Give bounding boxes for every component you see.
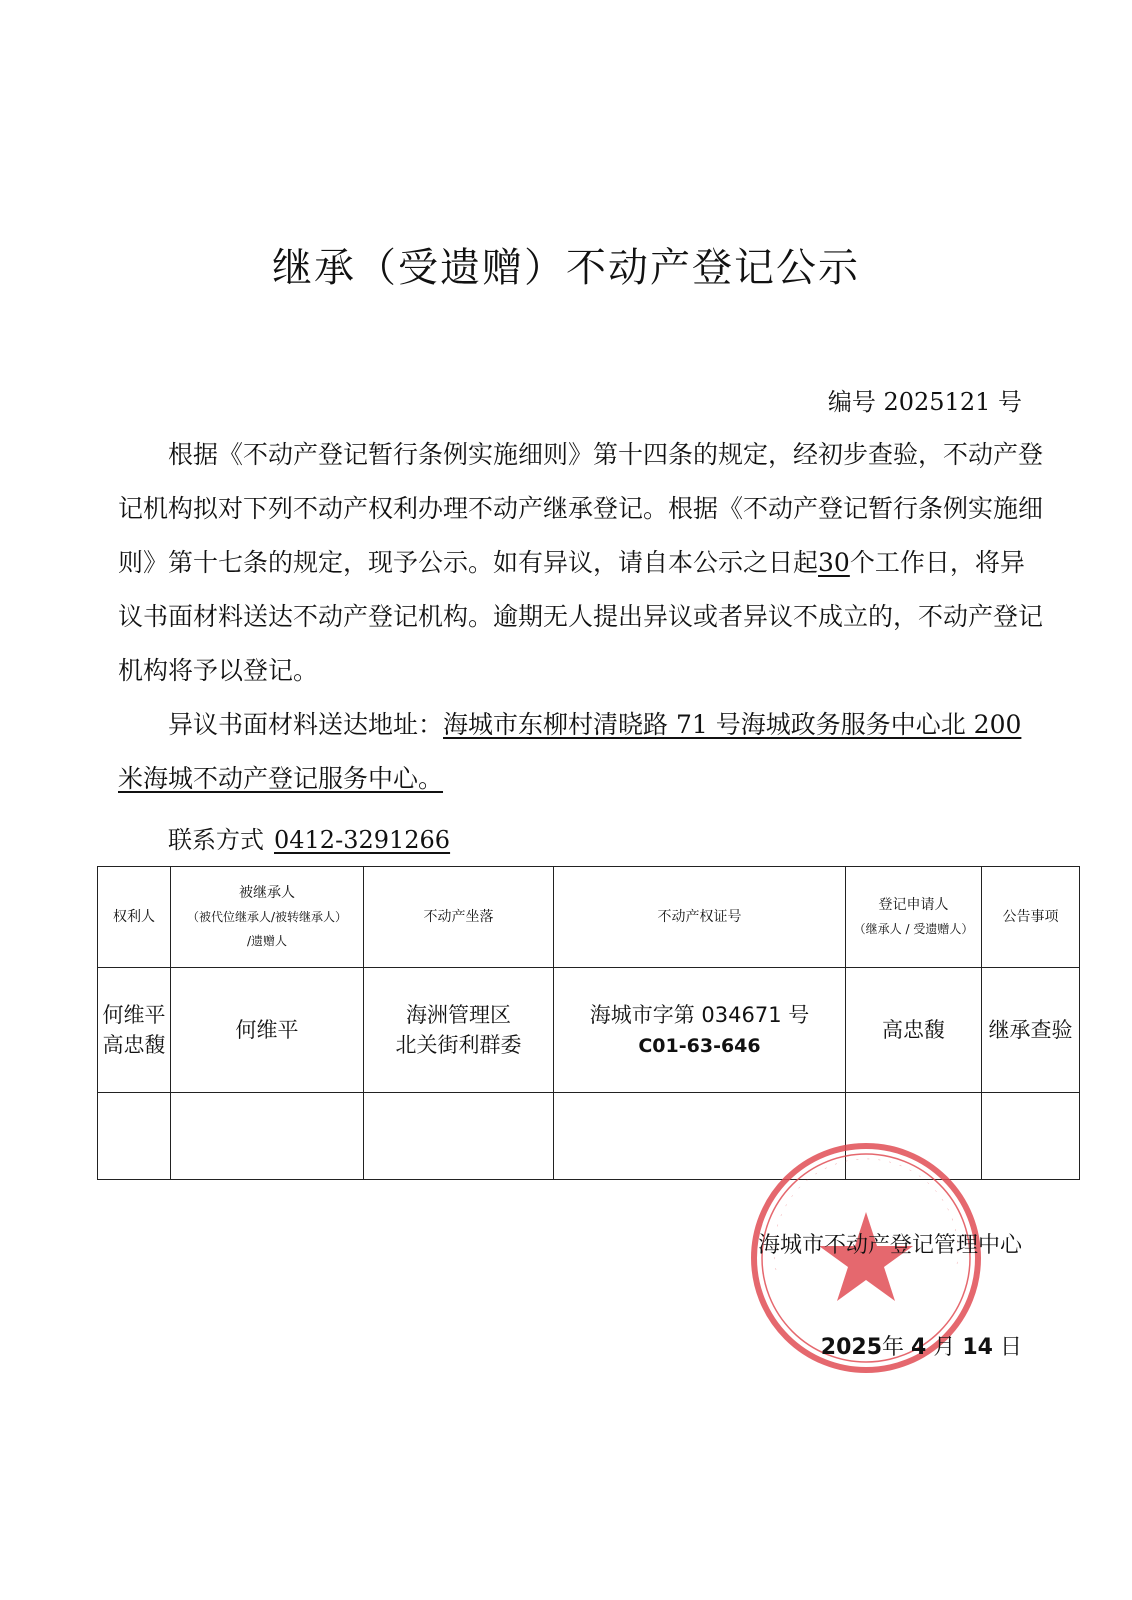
registration-table [97, 866, 1080, 1180]
address-value: 海城市东柳村清晓路 71 号海城政务服务中心北 200 米海城不动产登记服务中心。 [118, 710, 1022, 793]
document-number: 编号 2025121 号 [827, 388, 1022, 416]
address-label: 异议书面材料送达地址： [168, 710, 444, 739]
header-decedent-main: 被继承人 [239, 885, 295, 901]
rights-holder-1: 何维平 [102, 1003, 166, 1027]
date-month-unit: 月 [933, 1335, 956, 1360]
page-title: 继承（受遗赠）不动产登记公示 [272, 245, 860, 291]
certificate-code: C01-63-646 [638, 1034, 761, 1057]
notice-paragraph [118, 428, 1048, 698]
header-certificate: 不动产权证号 [554, 867, 846, 968]
header-decedent [171, 867, 364, 968]
header-applicant-main: 登记申请人 [878, 897, 949, 913]
location-line-2: 北关街利群委 [395, 1033, 522, 1057]
cell-rights-holder [98, 968, 171, 1093]
date-month: 4 [911, 1335, 927, 1360]
header-notice-item: 公告事项 [982, 867, 1080, 968]
contact-phone: 0412-3291266 [274, 826, 451, 854]
contact-line [168, 820, 450, 855]
contact-label: 联系方式 [168, 826, 264, 854]
empty-cell [982, 1093, 1080, 1180]
date-year-unit: 年 [882, 1335, 905, 1360]
location-line-1: 海洲管理区 [406, 1003, 511, 1027]
empty-cell [171, 1093, 364, 1180]
empty-cell [98, 1093, 171, 1180]
notice-text-after: 个工作日，将异议书面材料送达不动产登记机构。逾期无人提出异议或者异议不成立的，不动产登记机构将予以登记。 [118, 548, 1044, 685]
header-decedent-tail: /遗赠人 [246, 934, 288, 948]
cell-notice-item: 继承查验 [982, 968, 1080, 1093]
cell-location [364, 968, 554, 1093]
header-applicant-sub: （继承人 / 受遗赠人） [853, 922, 974, 936]
objection-days: 30 [818, 548, 850, 577]
issuer-name: 海城市不动产登记管理中心 [757, 1233, 1022, 1258]
certificate-line-1: 海城市字第 034671 号 [589, 1002, 810, 1027]
date-year: 2025 [820, 1335, 883, 1360]
table-row [98, 968, 1080, 1093]
header-rights-holder: 权利人 [98, 867, 171, 968]
cell-certificate [554, 968, 846, 1093]
address-paragraph [118, 698, 1048, 806]
certificate-line-2 [556, 1030, 843, 1061]
date-day: 14 [962, 1335, 993, 1360]
cell-decedent: 何维平 [171, 968, 364, 1093]
header-decedent-sub: （被代位继承人/被转继承人） [186, 910, 348, 924]
rights-holder-2: 高忠馥 [102, 1033, 166, 1057]
issue-date [821, 1330, 1022, 1361]
notice-text-before: 根据《不动产登记暂行条例实施细则》第十四条的规定，经初步查验，不动产登记机构拟对下列不动产权利办理不动产继承登记。根据《不动产登记暂行条例实施细则》第十七条的规定，现予公示。如有异议，请自本公示之日起 [118, 440, 1044, 577]
cell-applicant: 高忠馥 [846, 968, 982, 1093]
empty-cell [364, 1093, 554, 1180]
header-location: 不动产坐落 [364, 867, 554, 968]
header-applicant [846, 867, 982, 968]
date-day-unit: 日 [999, 1335, 1022, 1360]
table-header-row [98, 867, 1080, 968]
